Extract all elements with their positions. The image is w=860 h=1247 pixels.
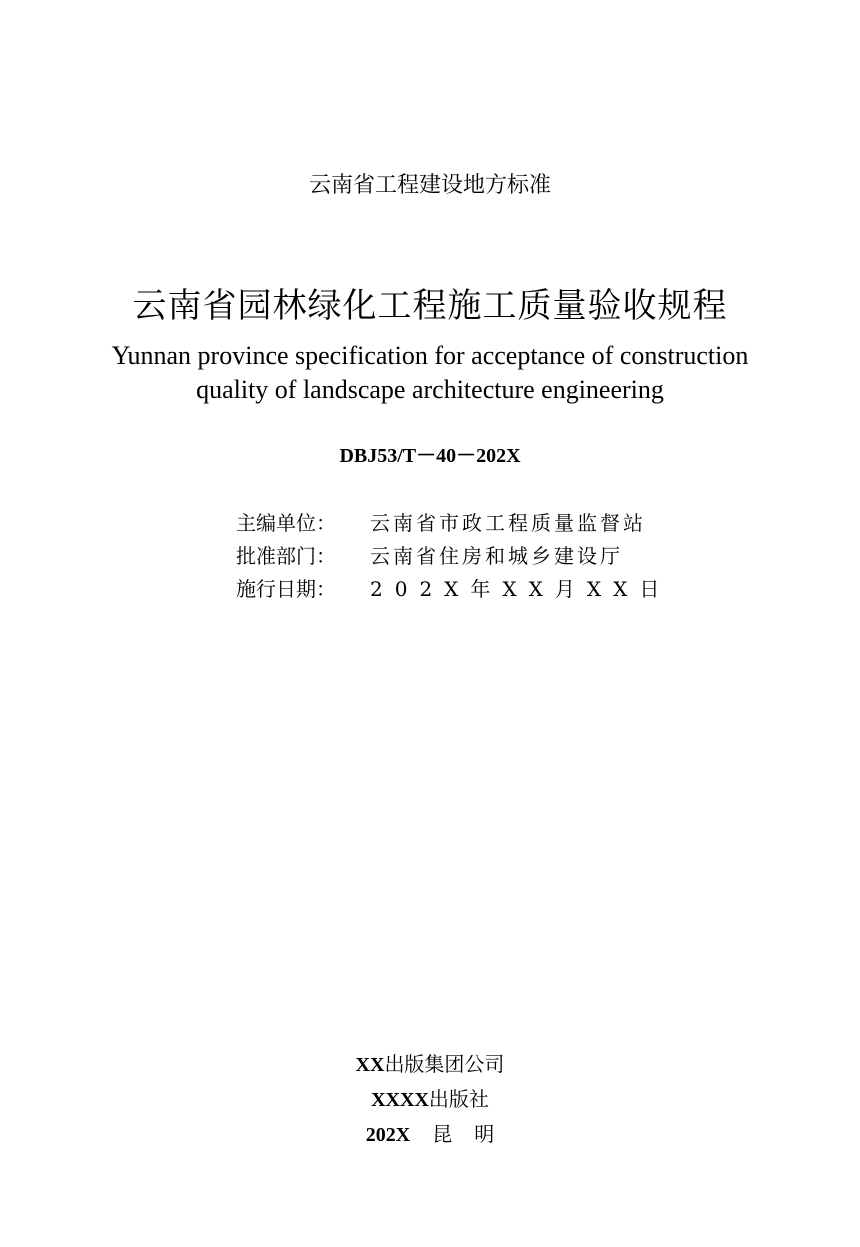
publisher-group-bold: XX xyxy=(355,1054,385,1076)
meta-label: 主编单位： xyxy=(236,511,336,535)
meta-value: 云南省住房和城乡建设厅 xyxy=(370,544,623,568)
publisher-group xyxy=(0,1047,860,1082)
title-english-line-2: quality of landscape architecture engineering xyxy=(196,375,664,404)
publication-year-city xyxy=(0,1117,860,1152)
publisher-group-text: 出版集团公司 xyxy=(384,1052,505,1076)
publisher-press-text: 出版社 xyxy=(428,1087,489,1111)
meta-row-approver xyxy=(236,540,671,573)
meta-value: 云南省市政工程质量监督站 xyxy=(370,511,646,535)
publication-city-char-1: 昆 xyxy=(432,1122,453,1146)
meta-value: 202X年XX月XX日 xyxy=(370,577,672,601)
document-title-english xyxy=(0,339,860,407)
publication-year: 202X xyxy=(365,1124,411,1146)
document-title-chinese: 云南省园林绿化工程施工质量验收规程 xyxy=(132,286,728,326)
publisher-press xyxy=(0,1082,860,1117)
publication-city-char-2: 明 xyxy=(474,1122,495,1146)
document-meta xyxy=(236,507,671,606)
meta-row-effective-date xyxy=(236,573,671,606)
meta-label: 施行日期： xyxy=(236,577,336,601)
meta-label: 批准部门： xyxy=(236,544,336,568)
title-english-line-1: Yunnan province specification for acceptance of construction xyxy=(111,341,749,370)
standard-code: DBJ53/T－40－202X xyxy=(339,445,521,467)
meta-row-editor xyxy=(236,507,671,540)
standard-series-heading: 云南省工程建设地方标准 xyxy=(308,173,551,198)
publisher-press-bold: XXXX xyxy=(371,1089,429,1111)
